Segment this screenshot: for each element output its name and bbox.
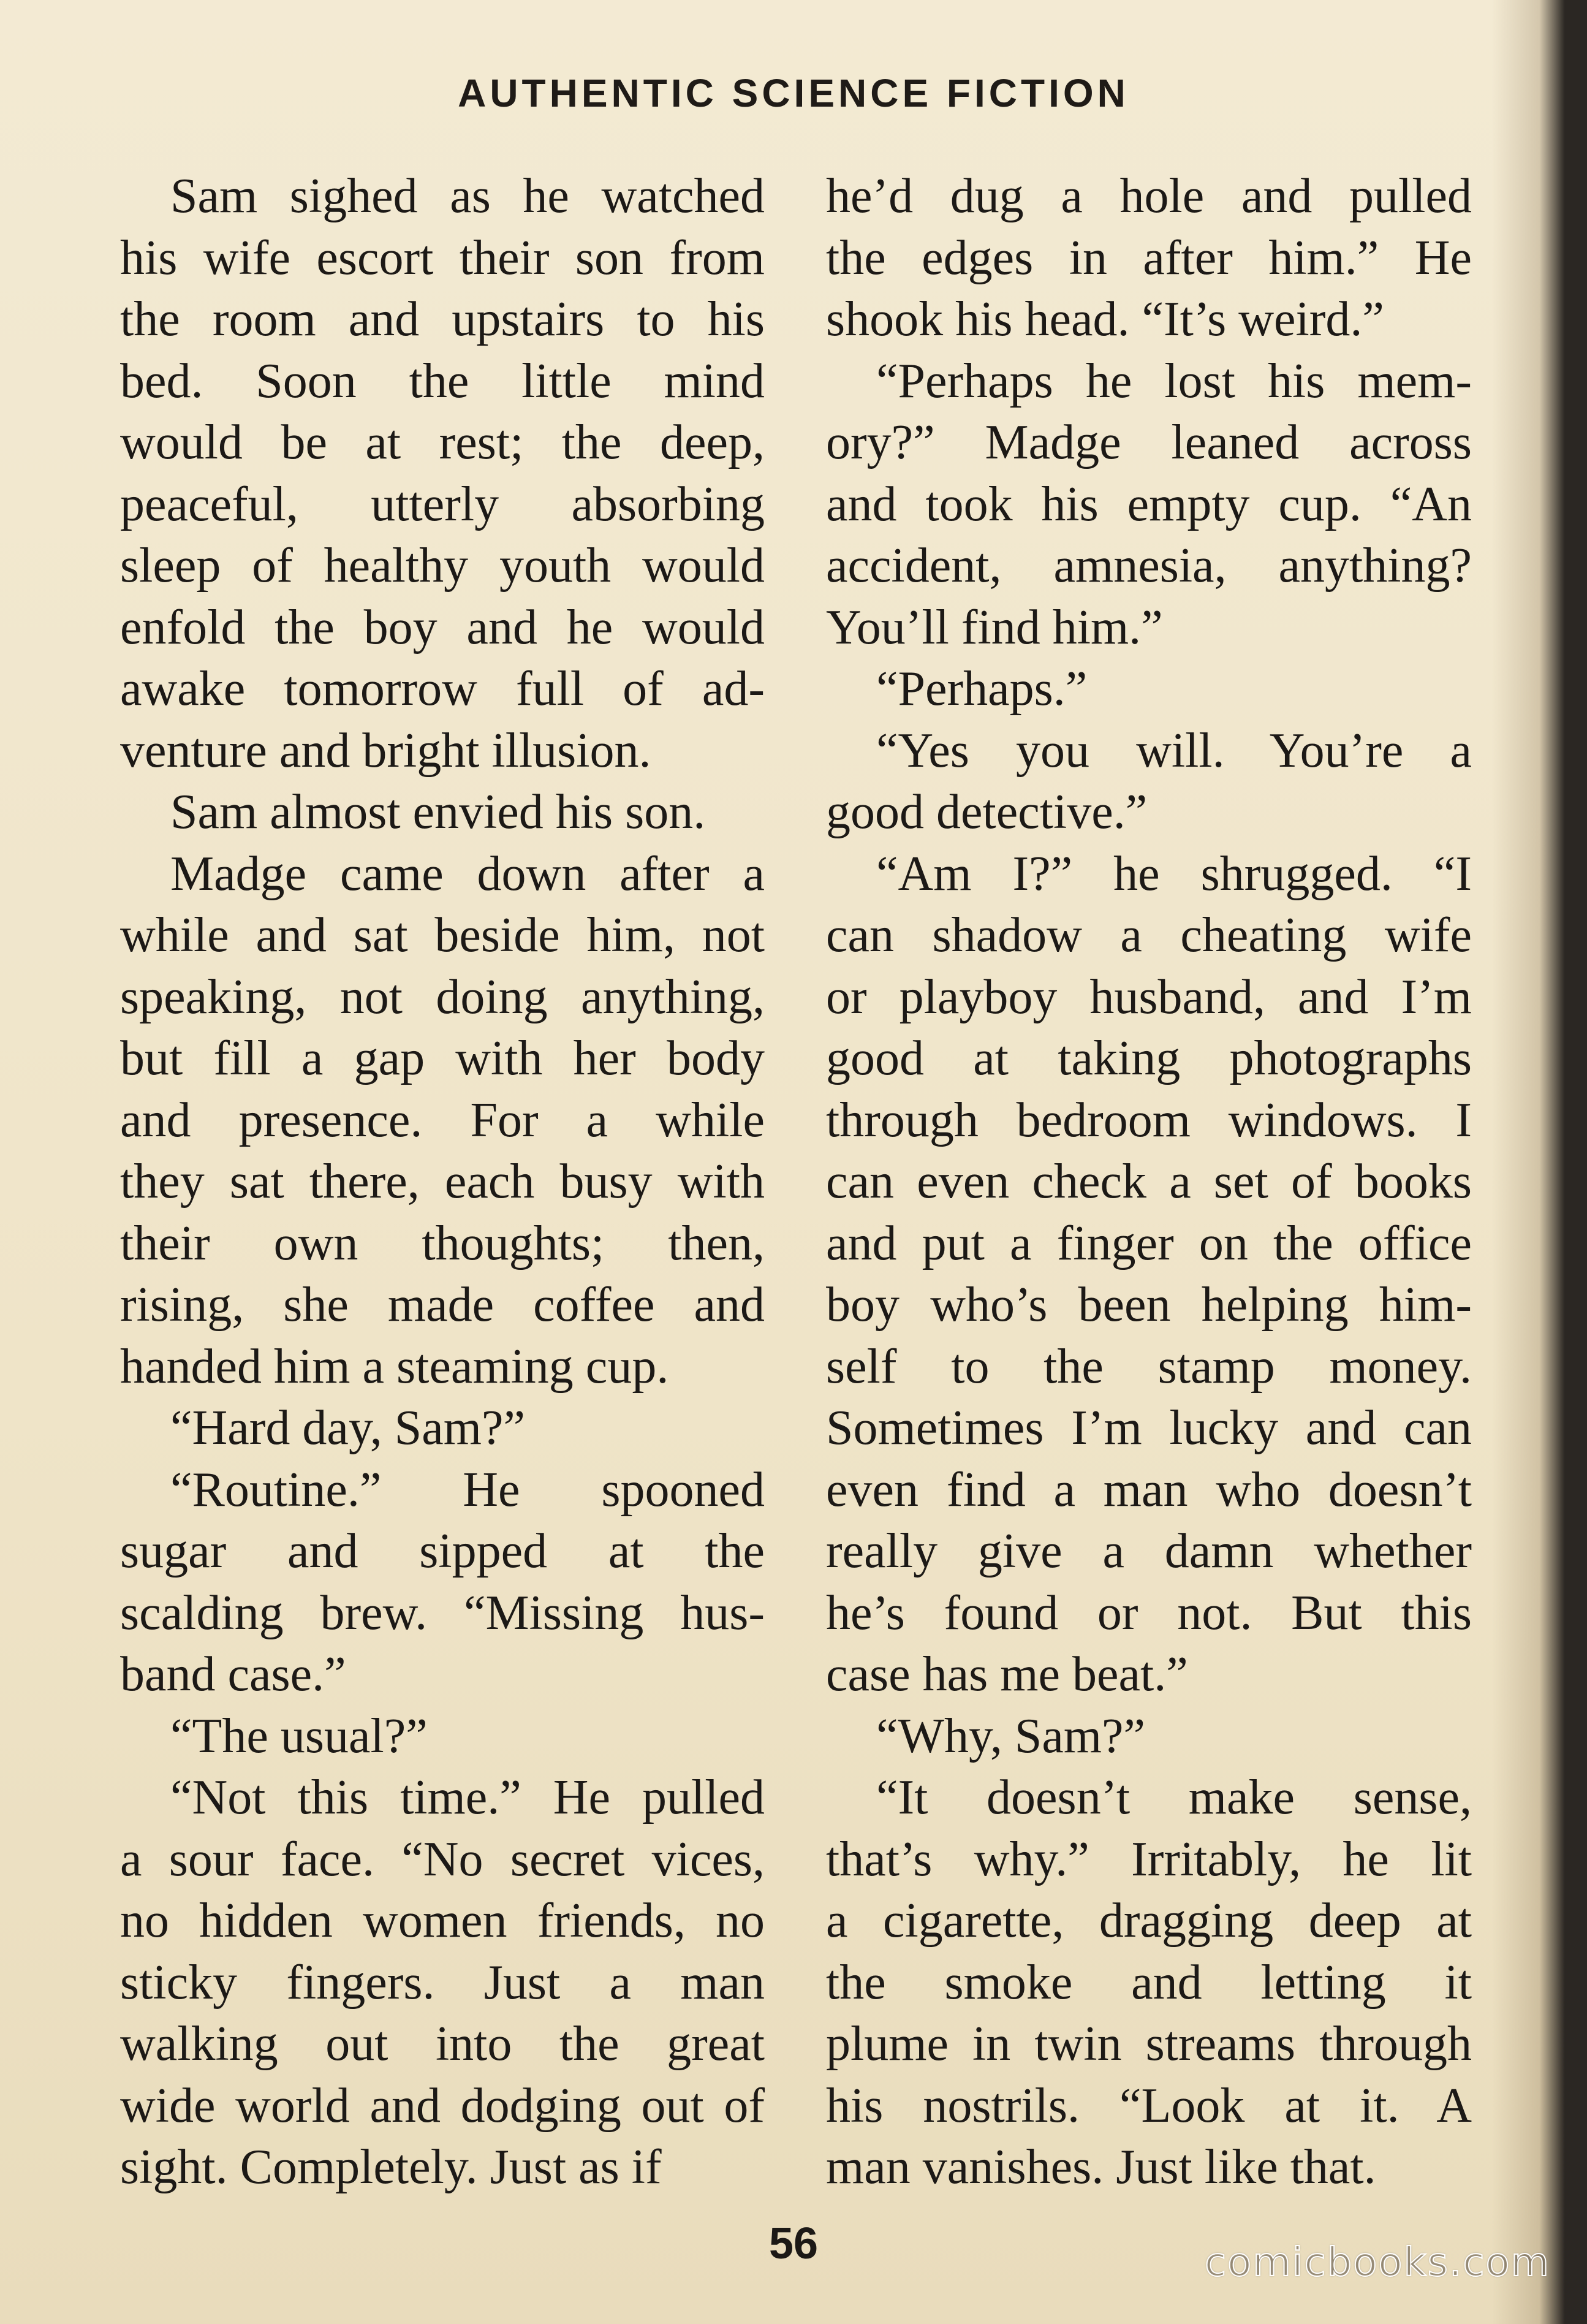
text-line: sight. Completely. Just as if [120,2140,662,2194]
page-number: 56 [768,2219,819,2268]
text-line: ory?” Madge leaned across [826,416,1472,469]
text-line: case has me beat.” [826,1647,1188,1701]
paragraph [120,781,765,843]
text-line: even find a man who doesn’t [826,1462,1472,1517]
text-line: a sour face. “No secret vices, [120,1832,765,1886]
text-line: band case.” [120,1647,346,1701]
paragraph [120,1397,765,1459]
text-line: good detective.” [826,785,1148,839]
text-line: the smoke and letting it [826,1955,1472,2010]
text-line: bed. Soon the little mind [120,354,765,408]
paragraph [120,843,765,1398]
text-line: “It doesn’t make sense, [876,1771,1472,1825]
text-line: he’s found or not. But this [826,1585,1472,1640]
text-line: or playboy husband, and I’m [826,970,1472,1024]
text-line: good at taking photographs [826,1031,1472,1085]
text-line: man vanishes. Just like that. [826,2140,1376,2194]
text-line: sleep of healthy youth would [120,539,765,593]
text-line: sticky fingers. Just a man [120,1955,765,2010]
text-line: enfold the boy and he would [120,600,765,655]
text-line: You’ll find him.” [826,600,1163,655]
text-line: peaceful, utterly absorbing [120,477,765,531]
text-line: he’d dug a hole and pulled [826,169,1472,223]
text-line: scalding brew. “Missing hus- [120,1585,765,1640]
text-column-right [826,165,1472,2198]
text-line: venture and bright illusion. [120,723,651,778]
text-line: Sometimes I’m lucky and can [826,1401,1472,1455]
text-line: handed him a steaming cup. [120,1339,669,1394]
text-line: that’s why.” Irritably, he lit [826,1832,1472,1886]
watermark: comicbooks.com [1204,2240,1550,2285]
text-line: the edges in after him.” He [826,230,1472,285]
text-line: “The usual?” [170,1709,428,1763]
text-line: plume in twin streams through [826,2017,1472,2071]
text-line: speaking, not doing anything, [120,970,765,1024]
text-line: while and sat beside him, not [120,908,765,962]
text-line: would be at rest; the deep, [120,416,765,469]
text-column-left [120,165,765,2198]
text-line: their own thoughts; then, [120,1216,765,1270]
text-line: the room and upstairs to his [120,292,765,346]
text-line: “Yes you will. You’re a [876,723,1472,778]
paragraph [120,1706,765,1768]
text-line: awake tomorrow full of ad- [120,662,765,716]
text-line: accident, amnesia, anything? [826,539,1472,593]
text-line: “Perhaps.” [876,662,1088,716]
text-line: his nostrils. “Look at it. A [826,2078,1472,2133]
text-line: and took his empty cup. “An [826,477,1472,531]
text-line: boy who’s been helping him- [826,1278,1472,1332]
text-line: can even check a set of books [826,1155,1472,1209]
text-line: can shadow a cheating wife [826,908,1472,962]
text-line: through bedroom windows. I [826,1093,1472,1147]
text-line: no hidden women friends, no [120,1894,765,1948]
text-line: his wife escort their son from [120,230,765,285]
running-header: AUTHENTIC SCIENCE FICTION [458,71,1129,115]
text-line: a cigarette, dragging deep at [826,1894,1472,1948]
text-line: “Not this time.” He pulled [170,1771,765,1825]
text-line: but fill a gap with her body [120,1031,765,1085]
paragraph [826,1767,1472,2198]
paragraph [826,843,1472,1706]
text-line: Madge came down after a [170,846,765,901]
text-line: “Hard day, Sam?” [170,1401,525,1455]
paragraph [826,165,1472,351]
text-line: wide world and dodging out of [120,2078,765,2133]
text-line: Sam almost envied his son. [170,785,706,839]
paragraph [120,165,765,781]
text-line: “Routine.” He spooned [170,1462,765,1517]
paragraph [826,351,1472,659]
text-line: “Am I?” he shrugged. “I [876,846,1472,901]
text-line: they sat there, each busy with [120,1155,765,1209]
text-line: Sam sighed as he watched [170,169,765,223]
paragraph [120,1767,765,2198]
paragraph [826,658,1472,720]
text-line: self to the stamp money. [826,1339,1472,1394]
text-line: really give a damn whether [826,1524,1472,1578]
text-line: rising, she made coffee and [120,1278,765,1332]
paragraph [826,720,1472,843]
text-line: “Why, Sam?” [876,1709,1146,1763]
text-line: and presence. For a while [120,1093,765,1147]
text-line: “Perhaps he lost his mem- [876,354,1472,408]
text-line: and put a finger on the office [826,1216,1472,1270]
text-line: sugar and sipped at the [120,1524,765,1578]
paragraph [120,1459,765,1706]
paragraph [826,1706,1472,1768]
text-line: walking out into the great [120,2017,765,2071]
text-line: shook his head. “It’s weird.” [826,292,1384,346]
